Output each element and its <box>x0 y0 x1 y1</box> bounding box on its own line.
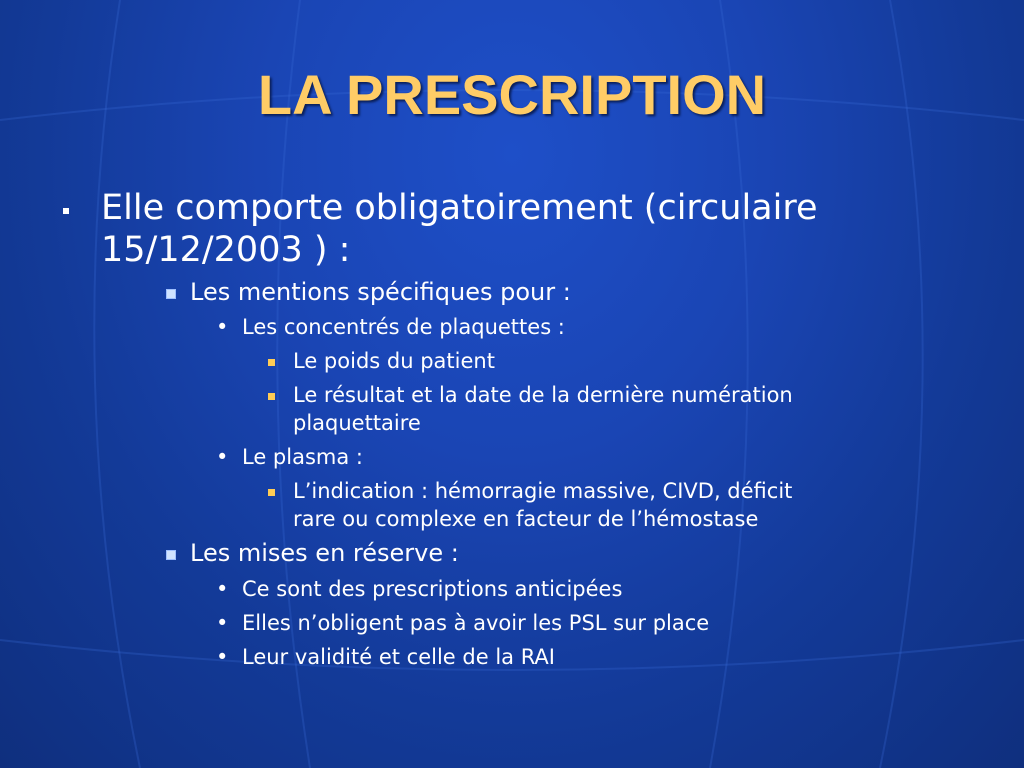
bullet-l1-line2: 15/12/2003 ) : <box>101 230 351 270</box>
dot-bullet-icon: • <box>216 577 229 601</box>
yellow-square-bullet-icon <box>268 393 275 400</box>
bullet-l4-poids: Le poids du patient <box>293 349 495 373</box>
light-square-bullet-icon <box>166 550 176 560</box>
bullet-l1-line1: Elle comporte obligatoirement (circulaire <box>101 188 818 228</box>
bullet-l3-plasma: Le plasma : <box>242 445 363 469</box>
bullet-l4-indication-line1: L’indication : hémorragie massive, CIVD, déficit <box>293 479 793 503</box>
bullet-l4-resultat-line1: Le résultat et la date de la dernière numération <box>293 383 793 407</box>
light-square-bullet-icon <box>166 289 176 299</box>
dot-bullet-icon: • <box>216 645 229 669</box>
bullet-l2-mises: Les mises en réserve : <box>190 539 459 567</box>
bullet-l3-anticipees: Ce sont des prescriptions anticipées <box>242 577 623 601</box>
bullet-l3-concentres: Les concentrés de plaquettes : <box>242 315 565 339</box>
dot-bullet-icon: • <box>216 315 229 339</box>
bullet-l2-mentions: Les mentions spécifiques pour : <box>190 278 571 306</box>
dot-bullet-icon: • <box>216 445 229 469</box>
dot-bullet-icon: • <box>216 611 229 635</box>
yellow-square-bullet-icon <box>268 489 275 496</box>
bullet-l4-resultat-line2: plaquettaire <box>293 411 421 435</box>
square-bullet-icon <box>63 208 69 214</box>
bullet-l3-validite: Leur validité et celle de la RAI <box>242 645 555 669</box>
yellow-square-bullet-icon <box>268 359 275 366</box>
bullet-l4-indication-line2: rare ou complexe en facteur de l’hémostase <box>293 507 759 531</box>
bullet-l3-psl: Elles n’obligent pas à avoir les PSL sur place <box>242 611 710 635</box>
slide-title: LA PRESCRIPTION <box>257 63 767 126</box>
